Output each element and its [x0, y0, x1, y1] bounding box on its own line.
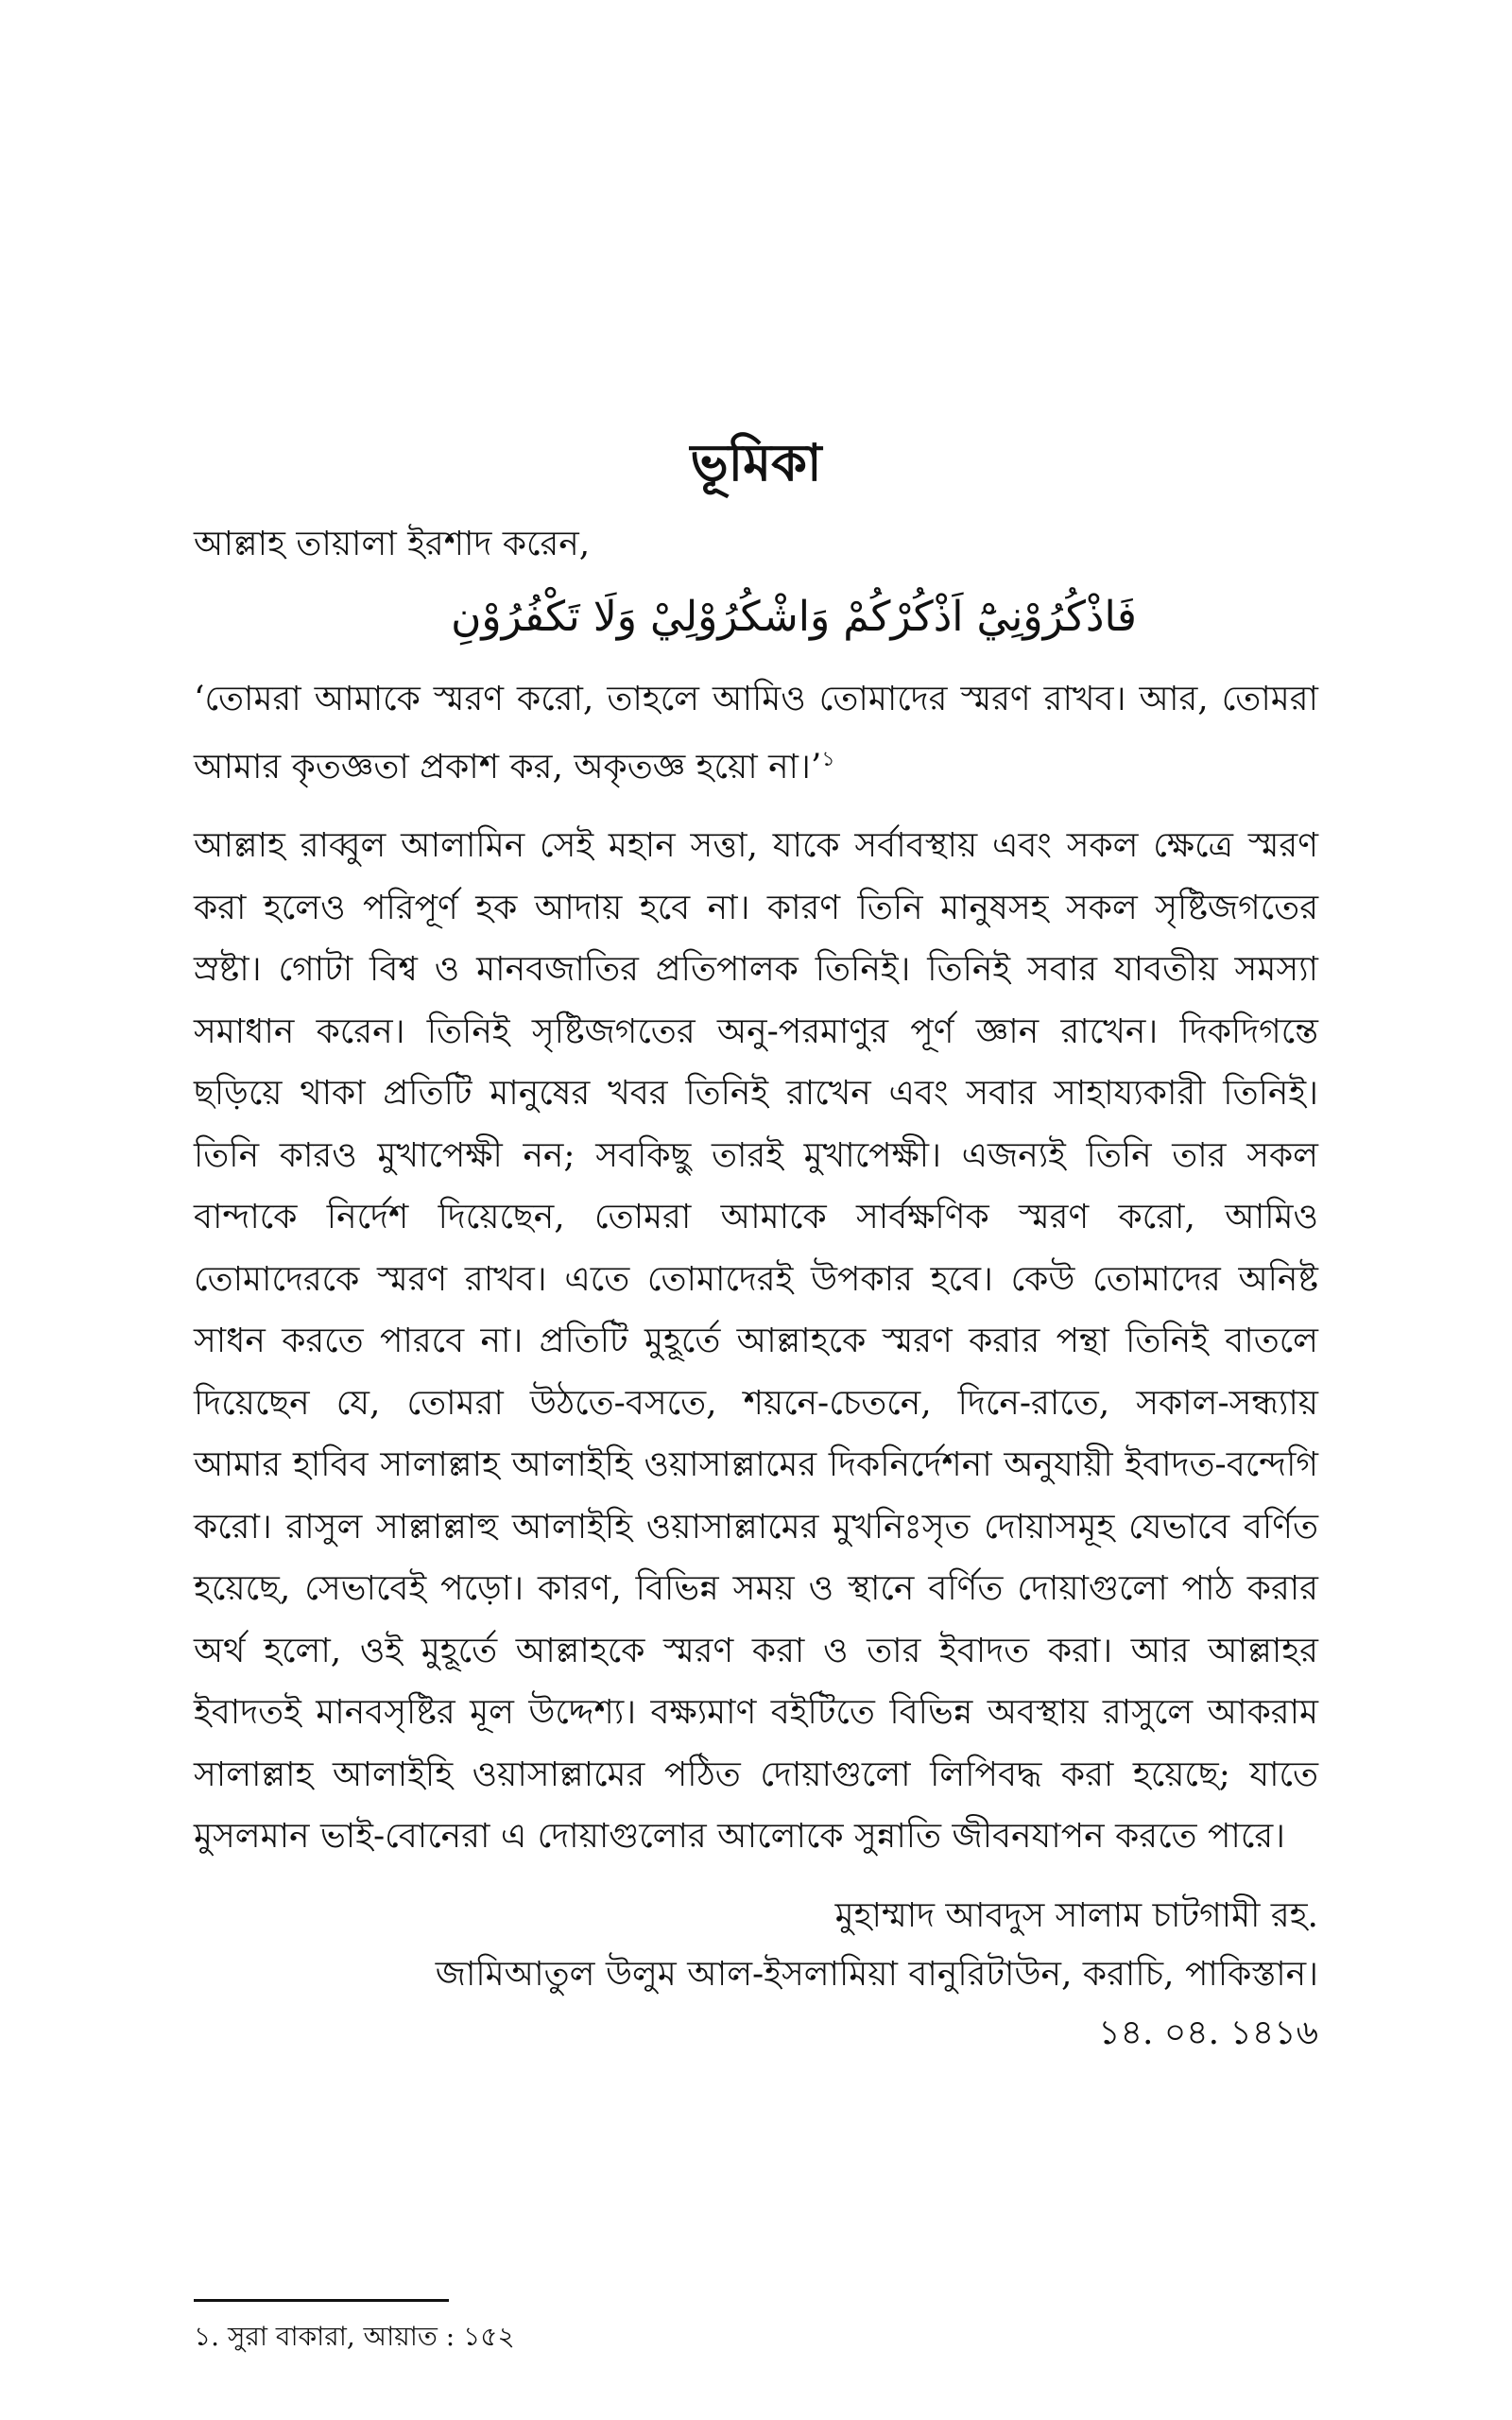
- verse-translation: [194, 669, 1318, 798]
- signature-date: ১৪. ০৪. ১৪১৬: [1098, 2013, 1318, 2052]
- translation-text: ‘তোমরা আমাকে স্মরণ করো, তাহলে আমিও তোমাদের স্মরণ রাখব। আর, তোমরা আমার কৃতজ্ঞতা প্রকাশ কর, অকৃতজ্ঞ হয়ো না।’: [194, 680, 1318, 786]
- signature-institution: জামিআতুল উলুম আল-ইসলামিয়া বানুরিটাউন, করাচি, পাকিস্তান।: [435, 1954, 1318, 1994]
- intro-line: আল্লাহ তায়ালা ইরশাদ করেন,: [194, 525, 591, 563]
- body-paragraph: আল্লাহ রাব্বুল আলামিন সেই মহান সত্তা, যাকে সর্বাবস্থায় এবং সকল ক্ষেত্রে স্মরণ করা হলেও পরিপূর্ণ হক আদায় হবে না। কারণ তিনি মানুষসহ সকল সৃষ্টিজগতের স্রষ্টা। গোটা বিশ্ব ও মানবজাতির প্রতিপালক তিনিই। তিনিই সবার যাবতীয় সমস্যা সমাধান করেন। তিনিই সৃষ্টিজগতের অনু-পরমাণুর পূর্ণ জ্ঞান রাখেন। দিকদিগন্তে ছড়িয়ে থাকা প্রতিটি মানুষের খবর তিনিই রাখেন এবং সবার সাহায্যকারী তিনিই। তিনি কারও মুখাপেক্ষী নন; সবকিছু তারই মুখাপেক্ষী। এজন্যই তিনি তার সকল বান্দাকে নির্দেশ দিয়েছেন, তোমরা আমাকে সার্বক্ষণিক স্মরণ করো, আমিও তোমাদেরকে স্মরণ রাখব। এতে তোমাদেরই উপকার হবে। কেউ তোমাদের অনিষ্ট সাধন করতে পারবে না। প্রতিটি মুহূর্তে আল্লাহকে স্মরণ করার পন্থা তিনিই বাতলে দিয়েছেন যে, তোমরা উঠতে-বসতে, শয়নে-চেতনে, দিনে-রাতে, সকাল-সন্ধ্যায় আমার হাবিব সালাল্লাহ আলাইহি ওয়াসাল্লামের দিকনির্দেশনা অনুযায়ী ইবাদত-বন্দেগি করো। রাসুল সাল্লাল্লাহু আলাইহি ওয়াসাল্লামের মুখনিঃসৃত দোয়াসমূহ যেভাবে বর্ণিত হয়েছে, সেভাবেই পড়ো। কারণ, বিভিন্ন সময় ও স্থানে বর্ণিত দোয়াগুলো পাঠ করার অর্থ হলো, ওই মুহূর্তে আল্লাহকে স্মরণ করা ও তার ইবাদত করা। আর আল্লাহর ইবাদতই মানবসৃষ্টির মূল উদ্দেশ্য। বক্ষ্যমাণ বইটিতে বিভিন্ন অবস্থায় রাসুলে আকরাম সালাল্লাহ আলাইহি ওয়াসাল্লামের পঠিত দোয়াগুলো লিপিবদ্ধ করা হয়েছে; যাতে মুসলমান ভাই-বোনেরা এ দোয়াগুলোর আলোকে সুন্নাতি জীবনযাপন করতে পারে।: [194, 826, 1318, 1856]
- preface-page: [194, 425, 1318, 2063]
- footnote: ১. সুরা বাকারা, আয়াত : ১৫২: [194, 2321, 515, 2352]
- footnote-divider: [194, 2299, 449, 2302]
- signature-block: [194, 1887, 1318, 2063]
- footnote-reference-mark: ১: [821, 748, 835, 771]
- signature-author: মুহাম্মাদ আবদুস সালাম চাটগামী রহ.: [834, 1895, 1318, 1935]
- arabic-verse: فَاذْكُرُوْنِيْٓ اَذْكُرْكُمْ وَاشْكُرُوْلِيْ وَلَا تَكْفُرُوْنِ: [451, 593, 1137, 641]
- page-title: ভূমিকা: [690, 433, 822, 493]
